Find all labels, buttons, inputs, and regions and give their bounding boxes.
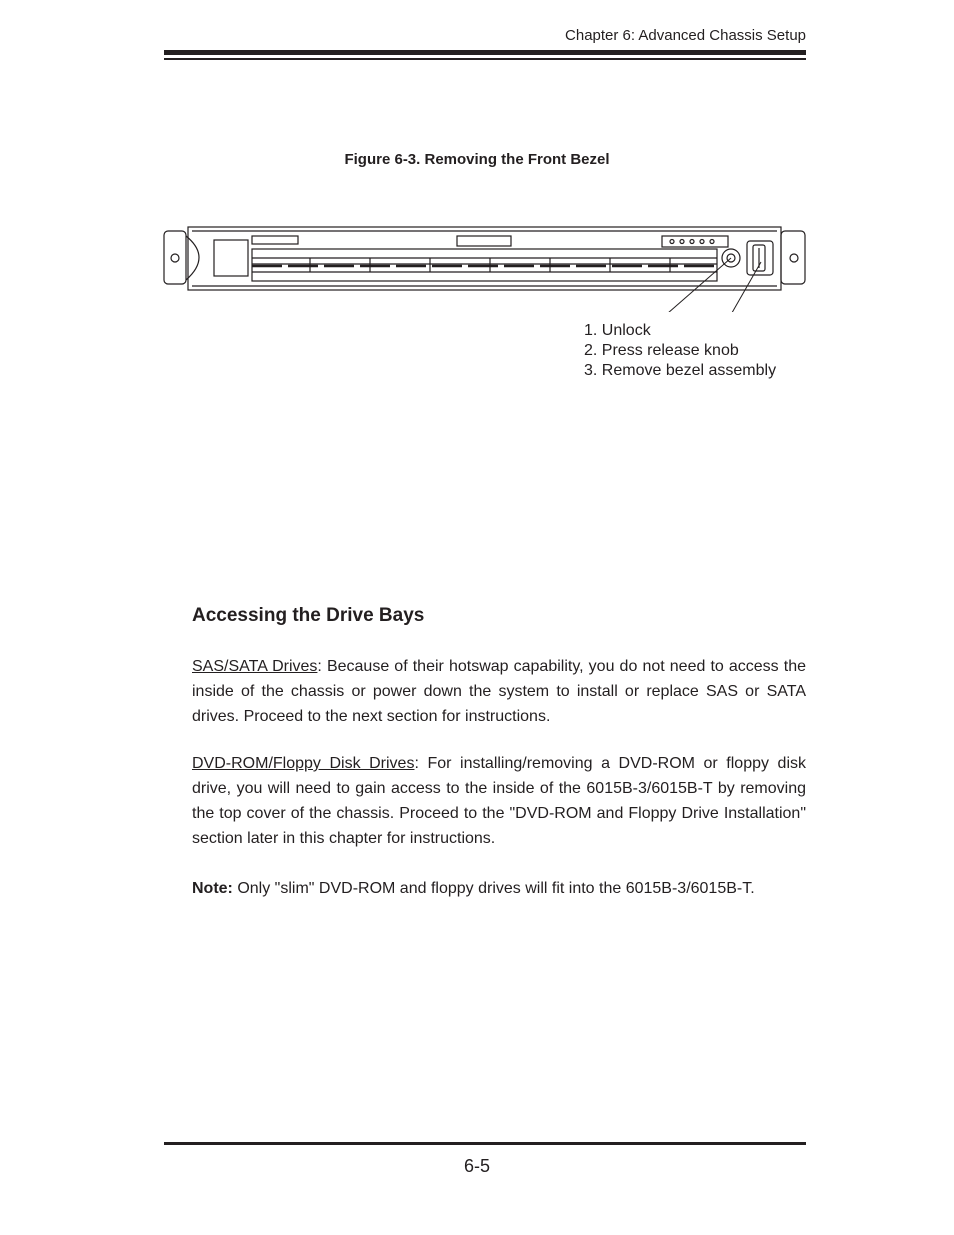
sas-sata-drives-label: SAS/SATA Drives	[192, 658, 318, 675]
header-rule-thick	[164, 50, 806, 55]
figure-caption: Figure 6-3. Removing the Front Bezel	[344, 151, 610, 168]
release-knob	[747, 241, 773, 275]
paragraph-dvd-floppy	[192, 751, 806, 851]
indicator-panel	[662, 236, 728, 247]
callout-press-release-knob: 2. Press release knob	[584, 342, 739, 359]
footer-rule	[164, 1142, 806, 1145]
right-rack-ear	[781, 231, 805, 284]
sas-sata-drives-text: : Because of their hotswap capability, you do not need to access the inside of the chassis or power down the system to install or replace SAS or SATA drives. Proceed to the next section for instructions.	[192, 658, 806, 725]
dvd-floppy-drives-text: : For installing/removing a DVD-ROM or floppy disk drive, you will need to gain access to the inside of the 6015B-3/6015B-T by removing the top cover of the chassis. Proceed to the "DVD-ROM and Floppy Drive Installation" section later in this chapter for instructions.	[192, 755, 807, 847]
note-label: Note:	[192, 880, 233, 897]
header-rule-thin	[164, 58, 806, 60]
callout-remove-bezel: 3. Remove bezel assembly	[584, 362, 777, 379]
front-panel-square	[214, 240, 248, 276]
callout-unlock: 1. Unlock	[584, 322, 651, 339]
section-heading: Accessing the Drive Bays	[192, 605, 425, 626]
front-bezel-illustration	[160, 222, 810, 312]
figure-callouts	[584, 321, 776, 381]
paragraph-sas-sata	[192, 654, 806, 729]
page-number: 6-5	[463, 1156, 490, 1176]
note-paragraph	[192, 876, 806, 901]
left-rack-ear	[164, 231, 186, 284]
note-text: Only "slim" DVD-ROM and floppy drives will fit into the 6015B-3/6015B-T.	[232, 880, 755, 897]
chapter-header: Chapter 6: Advanced Chassis Setup	[565, 27, 806, 44]
dvd-floppy-drives-label: DVD-ROM/Floppy Disk Drives	[192, 755, 415, 772]
